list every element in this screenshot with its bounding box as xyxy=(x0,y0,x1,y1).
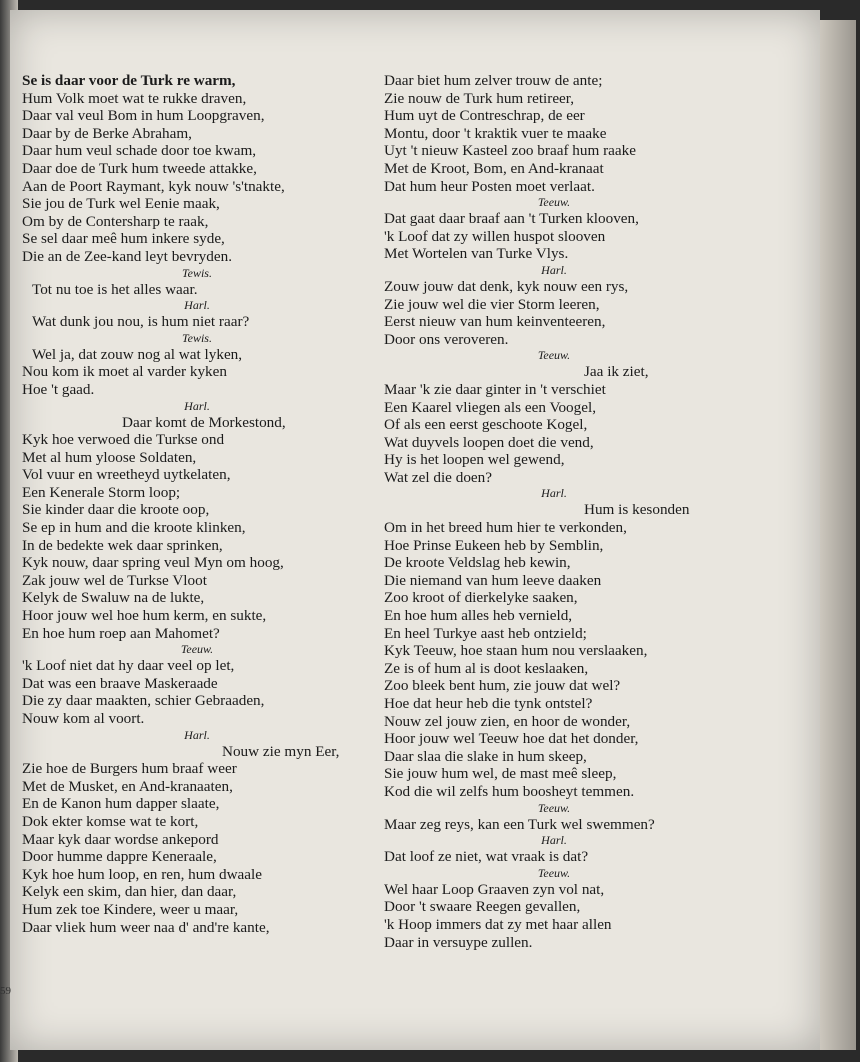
verse-line: Hum zek toe Kindere, weer u maar, xyxy=(22,900,239,918)
verse-line: Maar zeg reys, kan een Turk wel swemmen? xyxy=(384,815,655,833)
verse-line: Een Kaarel vliegen als een Voogel, xyxy=(384,398,596,416)
verse-line: Of als een eerst geschoote Kogel, xyxy=(384,416,588,434)
verse-line: Dat loof ze niet, wat vraak is dat? xyxy=(384,848,589,866)
verse-line: Door humme dappre Keneraale, xyxy=(22,848,217,866)
verse-line: Ze is of hum al is doot keslaaken, xyxy=(384,659,589,677)
verse-line: 'k Loof dat zy willen huspot slooven xyxy=(384,227,606,245)
verse-line: Dat was een braave Maskeraade xyxy=(22,674,218,692)
left-column xyxy=(22,72,372,936)
verse-line: Zak jouw wel de Turkse Vloot xyxy=(22,571,207,589)
verse-line: Hoor jouw wel Teeuw hoe dat het donder, xyxy=(384,730,639,748)
verse-line: Nou kom ik moet al varder kyken xyxy=(22,363,227,381)
verse-line: Met de Musket, en And-kranaaten, xyxy=(22,777,233,795)
verse-line: Daar val veul Bom in hum Loopgraven, xyxy=(22,107,265,125)
verse-line: Dok ekter komse wat te kort, xyxy=(22,812,199,830)
verse-line: Nouw zie myn Eer, xyxy=(222,742,340,760)
verse-line: Zoo bleek bent hum, zie jouw dat wel? xyxy=(384,677,621,695)
verse-line: Door ons veroveren. xyxy=(384,330,509,348)
verse-line: Hoe dat heur heb die tynk ontstel? xyxy=(384,695,593,712)
verse-line: Daar slaa die slake in hum skeep, xyxy=(384,747,587,765)
verse-line: Daar doe de Turk hum tweede attakke, xyxy=(22,159,257,177)
verse-line: Om by de Contersharp te raak, xyxy=(22,212,209,230)
verse-line: Zie jouw wel die vier Storm leeren, xyxy=(384,295,600,313)
verse-line: Zoo kroot of dierkelyke saaken, xyxy=(384,589,578,607)
verse-line: Sie jouw hum wel, de mast meê sleep, xyxy=(384,765,617,783)
verse-line: Die zy daar maakten, schier Gebraaden, xyxy=(22,692,265,710)
speaker-label: Teeuw. xyxy=(537,195,571,210)
page-edge xyxy=(818,20,856,1050)
verse-line: Se sel daar meê hum inkere syde, xyxy=(22,230,225,248)
verse-line: Die niemand van hum leeve daaken xyxy=(384,571,602,589)
verse-line: Daar vliek hum weer naa d' and're kante, xyxy=(22,918,270,936)
verse-line: Maar kyk daar wordse ankepord xyxy=(22,830,219,848)
verse-line: Nouw kom al voort. xyxy=(22,710,145,727)
verse-line: Zie nouw de Turk hum retireer, xyxy=(384,89,575,107)
verse-line: En hoe hum alles heb vernield, xyxy=(384,607,573,625)
verse-line: Dat gaat daar braaf aan 't Turken klooven, xyxy=(384,210,639,228)
verse-line: Montu, door 't kraktik vuer te maake xyxy=(384,124,607,142)
verse-line: En de Kanon hum dapper slaate, xyxy=(22,795,220,813)
speaker-label: Teeuw. xyxy=(537,348,571,363)
verse-line: Met al hum yloose Soldaten, xyxy=(22,448,197,466)
verse-line: Daar komt de Morkestond, xyxy=(122,413,286,431)
verse-line: Hy is het loopen wel gewend, xyxy=(384,451,565,469)
verse-line: Hum is kesonden xyxy=(584,501,690,519)
verse-line: Daar biet hum zelver trouw de ante; xyxy=(384,72,603,89)
verse-line: De kroote Veldslag heb kewin, xyxy=(384,554,571,572)
verse-line: Sie jou de Turk wel Eenie maak, xyxy=(22,195,220,213)
verse-line: Daar by de Berke Abraham, xyxy=(22,124,192,142)
verse-line: En heel Turkye aast heb ontzield; xyxy=(384,624,587,642)
verse-line: Jaa ik ziet, xyxy=(584,363,649,381)
verse-line: Kod die wil zelfs hum boosheyt temmen. xyxy=(384,782,635,800)
verse-line: Se ep in hum and die kroote klinken, xyxy=(22,519,246,537)
verse-line: Nouw zel jouw zien, en hoor de wonder, xyxy=(384,712,631,730)
verse-line: Door 't swaare Reegen gevallen, xyxy=(384,898,581,916)
verse-line: Aan de Poort Raymant, kyk nouw 's'tnakte, xyxy=(22,177,285,195)
verse-line: 'k Hoop immers dat zy met haar allen xyxy=(384,915,612,933)
verse-line: Daar in versuype zullen. xyxy=(384,933,533,951)
speaker-label: Tewis. xyxy=(182,330,212,345)
verse-line: Daar hum veul schade door toe kwam, xyxy=(22,142,257,160)
right-column xyxy=(384,72,724,951)
verse-line: Kelyk de Swaluw na de lukte, xyxy=(22,589,205,607)
verse-line: Wat dunk jou nou, is hum niet raar? xyxy=(32,313,250,331)
speaker-label: Harl. xyxy=(184,298,210,313)
verse-line: Kelyk een skim, dan hier, dan daar, xyxy=(22,883,237,901)
verse-line: Hoe Prinse Eukeen heb by Semblin, xyxy=(384,536,604,554)
speaker-label: Harl. xyxy=(541,486,567,501)
verse-line: Hum uyt de Contreschrap, de eer xyxy=(384,107,585,125)
speaker-label: Harl. xyxy=(184,398,210,413)
verse-line: Hoor jouw wel hoe hum kerm, en sukte, xyxy=(22,607,267,625)
speaker-label: Teeuw. xyxy=(537,865,571,880)
speaker-label: Harl. xyxy=(184,727,210,742)
verse-line: In de bedekte wek daar sprinken, xyxy=(22,536,223,554)
verse-line: Hoe 't gaad. xyxy=(22,380,95,398)
verse-line: Kyk hoe verwoed die Turkse ond xyxy=(22,431,225,449)
verse-line: Zie hoe de Burgers hum braaf weer xyxy=(22,760,237,778)
verse-line: 'k Loof niet dat hy daar veel op let, xyxy=(22,657,235,675)
verse-line: Wel haar Loop Graaven zyn vol nat, xyxy=(384,880,605,898)
verse-line: Eerst nieuw van hum keinventeeren, xyxy=(384,313,606,331)
speaker-label: Tewis. xyxy=(182,265,212,280)
verse-line: Vol vuur en wreetheyd uytkelaten, xyxy=(22,466,231,484)
verse-line: Met de Kroot, Bom, en And-kranaat xyxy=(384,159,604,177)
verse-line: Uyt 't nieuw Kasteel zoo braaf hum raake xyxy=(384,142,636,160)
verse-line: Een Kenerale Storm loop; xyxy=(22,483,181,501)
verse-line: Se is daar voor de Turk re warm, xyxy=(22,72,236,89)
verse-line: Hum Volk moet wat te rukke draven, xyxy=(22,89,247,107)
verse-line: Wat zel die doen? xyxy=(384,468,492,486)
speaker-label: Teeuw. xyxy=(180,642,214,657)
verse-line: Maar 'k zie daar ginter in 't verschiet xyxy=(384,380,606,398)
verse-line: Met Wortelen van Turke Vlys. xyxy=(384,245,569,263)
verse-line: Kyk Teeuw, hoe staan hum nou verslaaken, xyxy=(384,642,648,660)
verse-line: Tot nu toe is het alles waar. xyxy=(32,280,198,298)
speaker-label: Teeuw. xyxy=(537,800,571,815)
verse-line: Kyk hoe hum loop, en ren, hum dwaale xyxy=(22,865,262,883)
verse-line: Om in het breed hum hier te verkonden, xyxy=(384,519,627,537)
verse-line: Wat duyvels loopen doet die vend, xyxy=(384,433,594,451)
verse-line: Zouw jouw dat denk, kyk nouw een rys, xyxy=(384,277,629,295)
speaker-label: Harl. xyxy=(541,833,567,848)
verse-line: En hoe hum roep aan Mahomet? xyxy=(22,624,220,642)
page-number: 59 xyxy=(0,985,11,997)
verse-line: Kyk nouw, daar spring veul Myn om hoog, xyxy=(22,554,284,572)
verse-line: Sie kinder daar die kroote oop, xyxy=(22,501,210,519)
verse-line: Wel ja, dat zouw nog al wat lyken, xyxy=(32,345,243,363)
speaker-label: Harl. xyxy=(541,262,567,277)
verse-line: Die an de Zee-kand leyt bevryden. xyxy=(22,247,232,265)
verse-line: Dat hum heur Posten moet verlaat. xyxy=(384,177,595,195)
